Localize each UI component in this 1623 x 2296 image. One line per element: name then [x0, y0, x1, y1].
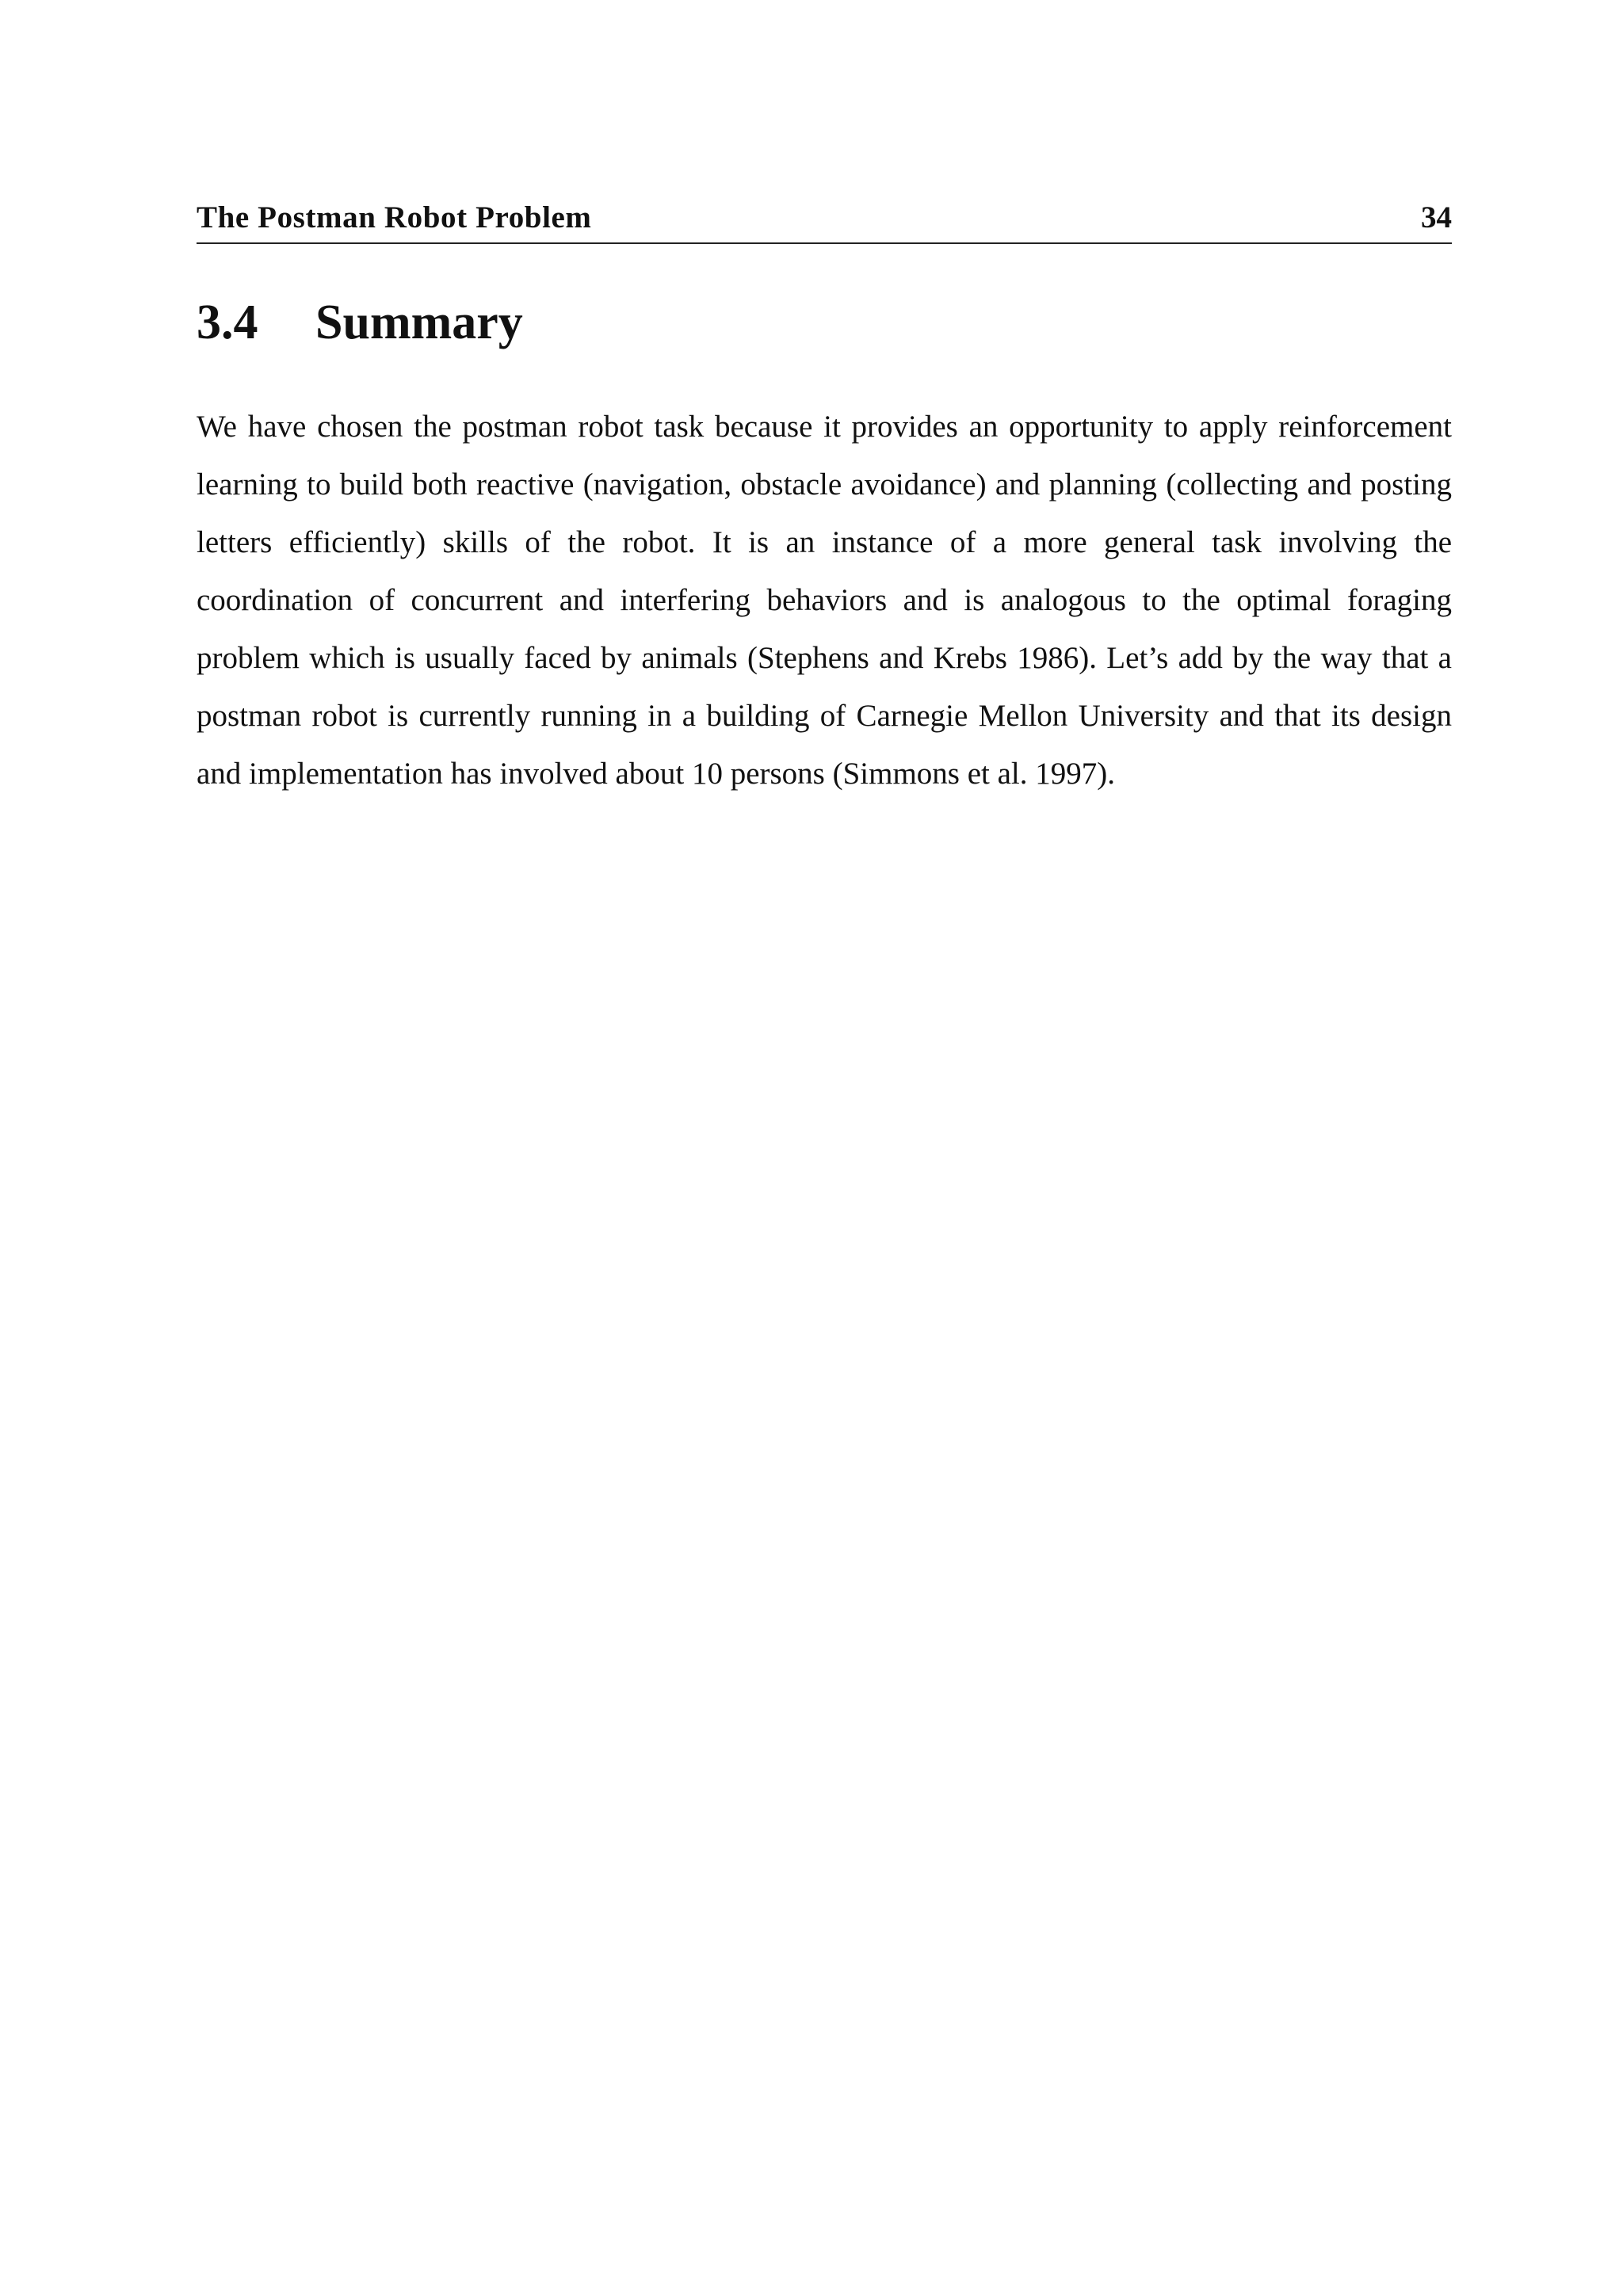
summary-paragraph: We have chosen the postman robot task because it provides an opportunity to apply reinforcement learning to build both reactive (navigation, obstacle avoidance) and planning (collecting and posting letters efficiently) skills of the robot. It is an instance of a more general task involving the coordination of concurrent and interfering behaviors and is analogous to the optimal foraging problem which is usually faced by animals (Stephens and Krebs 1986). Let’s add by the way that a postman robot is currently running in a building of Carnegie Mellon University and that its design and implementation has involved about 10 persons (Simmons et al. 1997).	[197, 410, 1452, 791]
section-heading	[197, 295, 523, 351]
page-number: 34	[1421, 200, 1452, 235]
section-title: Summary	[315, 296, 523, 349]
running-header-title: The Postman Robot Problem	[197, 200, 592, 235]
section-number: 3.4	[197, 296, 258, 349]
running-header	[197, 198, 1452, 244]
